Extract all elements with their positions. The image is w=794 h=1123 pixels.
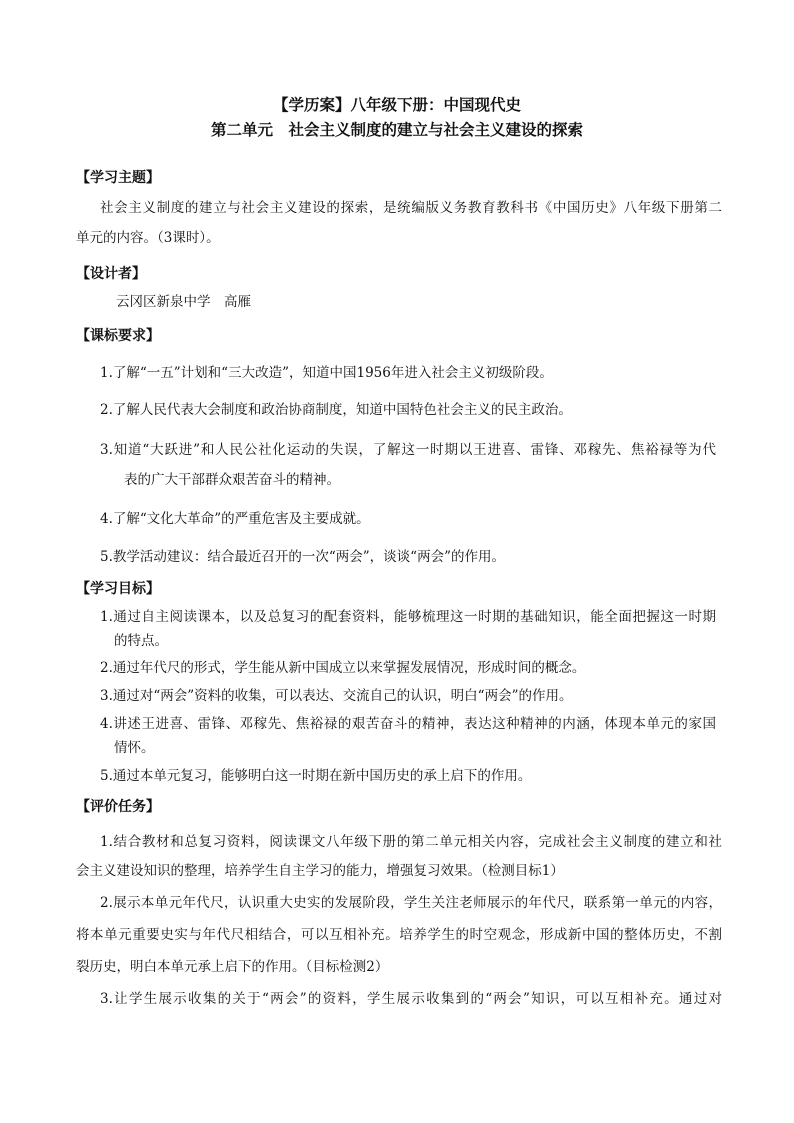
goal-item-5: 5.通过本单元复习，能够明白这一时期在新中国历史的承上启下的作用。 <box>100 768 532 784</box>
goal-item-4: 4.讲述王进喜、雷锋、邓稼先、焦裕禄的艰苦奋斗的精神，表达这种精神的内涵，体现本单元的家国 <box>100 716 716 732</box>
task-line-3: 2.展示本单元年代尺，认识重大史实的发展阶段，学生关注老师展示的年代尺，联系第一单元的内容， <box>100 895 722 911</box>
section-heading-curriculum: 【课标要求】 <box>76 328 160 344</box>
document-title: 【学历案】八年级下册：中国现代史 <box>272 96 521 114</box>
task-line-1: 1.结合教材和总复习资料，阅读课文八年级下册的第二单元相关内容，完成社会主义制度的建立和社 <box>100 834 722 850</box>
task-line-4: 将本单元重要史实与年代尺相结合，可以互相补充。培养学生的时空观念，形成新中国的整体历史，不割 <box>76 927 722 943</box>
curriculum-item-5: 5.教学活动建议：结合最近召开的一次“两会”，谈谈“两会”的作用。 <box>100 549 505 565</box>
section-heading-designer: 【设计者】 <box>76 266 146 282</box>
curriculum-item-3-cont: 表的广大干部群众艰苦奋斗的精神。 <box>124 472 340 488</box>
goal-item-2: 2.通过年代尺的形式，学生能从新中国成立以来掌握发展情况，形成时间的概念。 <box>100 660 586 676</box>
designer-name: 云冈区新泉中学 高雁 <box>116 294 251 310</box>
goal-item-3: 3.通过对“两会”资料的收集，可以表达、交流自己的认识，明白“两会”的作用。 <box>100 688 573 704</box>
task-line-6: 3.让学生展示收集的关于“两会”的资料，学生展示收集到的“两会”知识，可以互相补充。通过对 <box>100 991 722 1007</box>
curriculum-item-4: 4.了解“文化大革命”的严重危害及主要成就。 <box>100 511 370 527</box>
curriculum-item-3: 3.知道“大跃进”和人民公社化运动的失误，了解这一时期以王进喜、雷锋、邓稼先、焦裕禄等为代 <box>100 442 716 458</box>
goal-item-1-cont: 的特点。 <box>114 633 168 649</box>
document-subtitle: 第二单元 社会主义制度的建立与社会主义建设的探索 <box>210 121 583 139</box>
task-line-5: 裂历史，明白本单元承上启下的作用。（目标检测2） <box>76 959 389 975</box>
section-heading-goals: 【学习目标】 <box>76 581 160 597</box>
section-heading-topic: 【学习主题】 <box>76 170 160 186</box>
topic-paragraph-line-1: 社会主义制度的建立与社会主义建设的探索，是统编版义务教育教科书《中国历史》八年级下册第二 <box>100 200 722 216</box>
goal-item-4-cont: 情怀。 <box>114 740 155 756</box>
task-line-2: 会主义建设知识的整理，培养学生自主学习的能力，增强复习效果。（检测目标1） <box>76 863 564 879</box>
topic-paragraph-line-2: 单元的内容。（3课时）。 <box>76 230 220 246</box>
curriculum-item-1: 1.了解“一五”计划和“三大改造”，知道中国1956年进入社会主义初级阶段。 <box>100 365 553 381</box>
goal-item-1: 1.通过自主阅读课本，以及总复习的配套资料，能够梳理这一时期的基础知识，能全面把握这一时期 <box>100 609 716 625</box>
curriculum-item-2: 2.了解人民代表大会制度和政治协商制度，知道中国特色社会主义的民主政治。 <box>100 402 572 418</box>
section-heading-tasks: 【评价任务】 <box>76 799 160 815</box>
